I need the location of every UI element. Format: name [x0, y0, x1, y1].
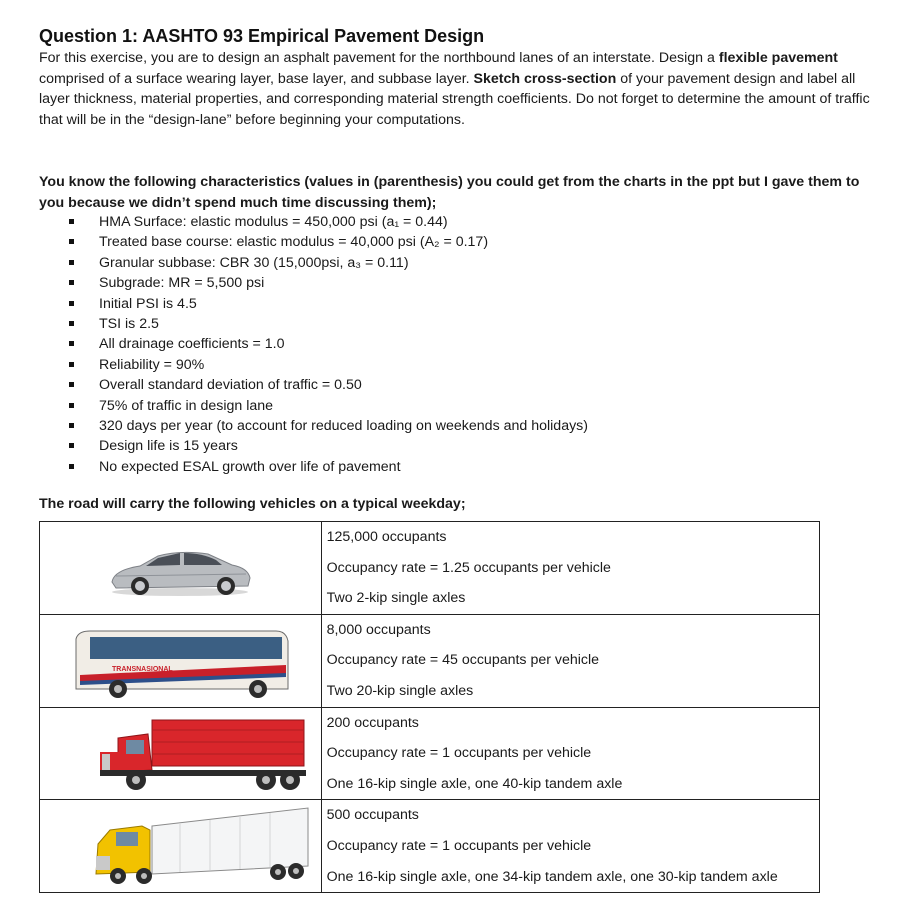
- list-item: Initial PSI is 4.5: [39, 294, 588, 314]
- axles-text: One 16-kip single axle, one 34-kip tandem axle, one 30-kip tandem axle: [326, 868, 778, 885]
- document-page: [39, 24, 879, 885]
- table-row: [40, 522, 820, 615]
- occupants-text: 125,000 occupants: [326, 529, 447, 545]
- semi-truck-image: [40, 800, 321, 891]
- intro-text: For this exercise, you are to design an asphalt pavement for the northbound lanes of an interstate. Design a: [39, 50, 719, 66]
- question-intro: [39, 48, 879, 130]
- vehicle-info-cell: [321, 522, 819, 615]
- list-item: All drainage coefficients = 1.0: [39, 334, 588, 354]
- vehicle-image-cell: [40, 707, 322, 800]
- table-row: [40, 614, 820, 707]
- vehicle-table: [39, 521, 820, 893]
- axles-text: Two 20-kip single axles: [326, 682, 474, 699]
- table-row: [40, 707, 820, 800]
- question-title: Question 1: AASHTO 93 Empirical Pavement Design: [39, 26, 485, 46]
- vehicle-image-cell: [40, 522, 322, 615]
- list-item: Treated base course: elastic modulus = 40,000 psi (A₂ = 0.17): [39, 232, 588, 252]
- occupants-text: 200 occupants: [326, 714, 419, 731]
- vehicle-info-cell: [321, 800, 819, 893]
- list-item: 75% of traffic in design lane: [39, 396, 588, 416]
- list-item: Overall standard deviation of traffic = 0.50: [39, 375, 588, 395]
- intro-bold: flexible pavement: [718, 50, 838, 66]
- list-item: Granular subbase: CBR 30 (15,000psi, a₃ = 0.11): [39, 253, 588, 273]
- list-item: No expected ESAL growth over life of pavement: [39, 457, 588, 477]
- occupancy-rate-text: Occupancy rate = 45 occupants per vehicle: [326, 652, 600, 669]
- characteristics-list: [39, 212, 588, 477]
- characteristics-lead: You know the following characteristics (values in (parenthesis) you could get from the charts in the ppt but I gave them to you because we didn’t spend much time discussing them);: [39, 174, 860, 211]
- occupants-text: 8,000 occupants: [326, 621, 431, 638]
- occupancy-rate-text: Occupancy rate = 1.25 occupants per vehicle: [326, 559, 611, 576]
- intro-bold: Sketch cross-section: [473, 70, 617, 87]
- bus-livery-text: TRANSNASIONAL: [112, 665, 173, 673]
- intro-text: of your pavement design and label all layer thickness, material properties, and corresponding material strength coefficients. Do not forget to determine the amount of traffic that will be in the “design-lane” before beginning your computations.: [39, 70, 870, 128]
- list-item: Design life is 15 years: [39, 436, 588, 456]
- list-item: 320 days per year (to account for reduced loading on weekends and holidays): [39, 416, 588, 436]
- vehicle-image-cell: [40, 800, 322, 893]
- occupants-text: 500 occupants: [326, 807, 419, 824]
- list-item: HMA Surface: elastic modulus = 450,000 psi (a₁ = 0.44): [39, 212, 588, 232]
- vehicle-image-cell: [40, 614, 322, 707]
- dump-truck-image: [40, 708, 321, 799]
- axles-text: One 16-kip single axle, one 40-kip tandem axle: [326, 775, 623, 792]
- vehicles-heading: The road will carry the following vehicles on a typical weekday;: [39, 496, 466, 512]
- vehicle-info-cell: [321, 614, 819, 707]
- table-row: [40, 800, 820, 893]
- vehicle-info-cell: [321, 707, 819, 800]
- list-item: Subgrade: MR = 5,500 psi: [39, 273, 588, 293]
- list-item: TSI is 2.5: [39, 314, 588, 334]
- occupancy-rate-text: Occupancy rate = 1 occupants per vehicle: [326, 837, 592, 854]
- intro-text: comprised of a surface wearing layer, base layer, and subbase layer.: [39, 70, 474, 87]
- occupancy-rate-text: Occupancy rate = 1 occupants per vehicle: [326, 745, 592, 762]
- list-item: Reliability = 90%: [39, 355, 588, 375]
- bus-image: [40, 615, 321, 706]
- car-image: [40, 522, 321, 613]
- axles-text: Two 2-kip single axles: [326, 590, 466, 607]
